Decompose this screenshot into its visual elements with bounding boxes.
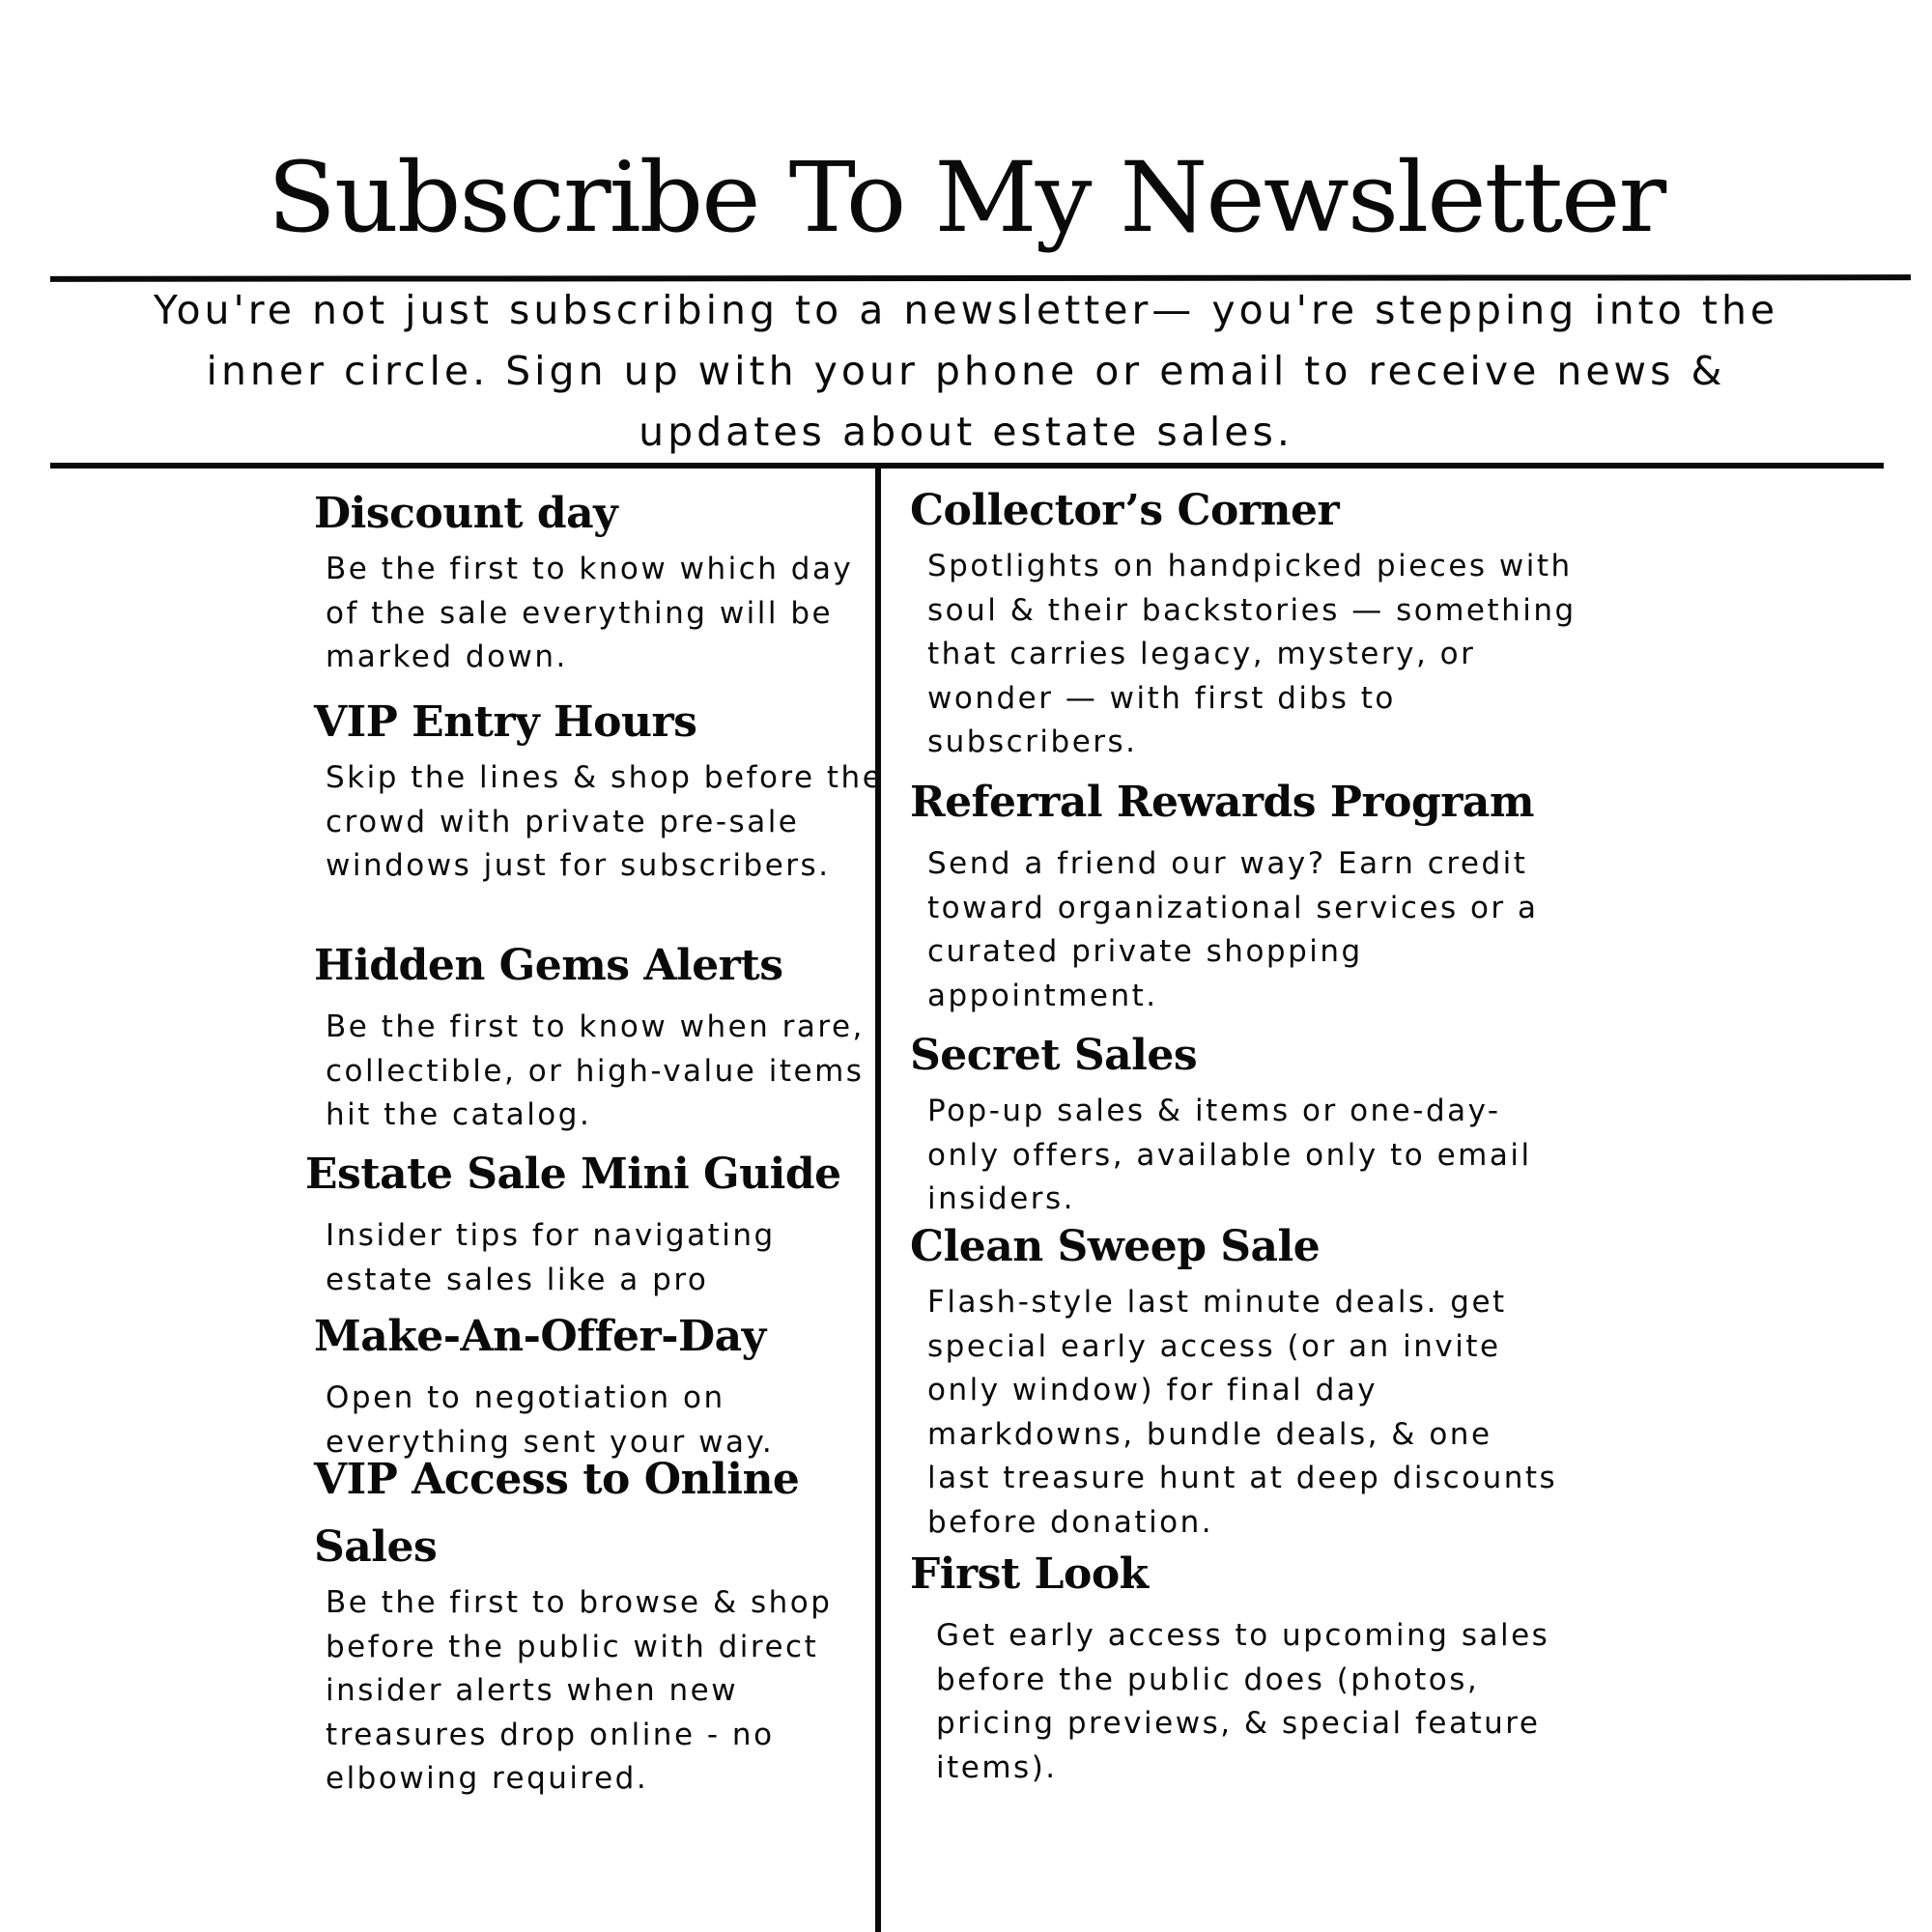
benefit-vip-entry-hours (314, 689, 915, 889)
benefit-description: Flash-style last minute deals. get special early access (or an invite only window) for final day markdowns, bundle deals, & one last treasure hunt at deep discounts before donation. (927, 1285, 1558, 1540)
benefit-heading: Clean Sweep Sale (910, 1222, 1321, 1271)
benefit-vip-access-online-sales (314, 1446, 895, 1802)
benefit-description: Get early access to upcoming sales before the public does (photos, pricing previews, & special feature items). (936, 1618, 1550, 1785)
benefit-description: Be the first to know when rare, collectible, or high-value items hit the catalog. (326, 1009, 865, 1132)
benefit-description: Pop-up sales & items or one-day-only offers, available only to email insiders. (927, 1094, 1532, 1216)
benefit-heading: Hidden Gems Alerts (314, 941, 783, 990)
benefit-description: Skip the lines & shop before the crowd with private pre-sale windows just for subscribers. (326, 760, 884, 883)
benefit-heading: Secret Sales (910, 1031, 1198, 1080)
benefit-estate-sale-mini-guide (305, 1141, 923, 1302)
benefit-description: Be the first to know which day of the sale everything will be marked down. (326, 552, 854, 674)
benefit-first-look (910, 1541, 1644, 1790)
benefit-description: Open to negotiation on everything sent your way. (326, 1380, 775, 1460)
benefit-hidden-gems-alerts (314, 932, 895, 1138)
benefit-description: Send a friend our way? Earn credit toward organizational services or a curated private shopping appointment. (927, 846, 1539, 1013)
benefit-discount-day (314, 480, 895, 680)
intro-text: You're not just subscribing to a newsletter— you're stepping into the inner circle. Sign up with your phone or email to receive news & updates about estate sales. (153, 287, 1779, 455)
benefit-description: Be the first to browse & shop before the public with direct insider alerts when new treasures drop online - no elbowing required. (326, 1585, 833, 1796)
benefit-heading: Discount day (314, 489, 618, 538)
benefit-description: Insider tips for navigating estate sales like a pro (326, 1218, 776, 1297)
benefit-heading: Estate Sale Mini Guide (305, 1150, 841, 1199)
benefit-heading: Collector’s Corner (910, 486, 1340, 535)
benefit-make-an-offer-day (314, 1303, 895, 1464)
benefit-description: Spotlights on handpicked pieces with soul & their backstories — something that carries legacy, mystery, or wonder — with first dibs to subscribers. (927, 549, 1577, 759)
middle-divider (50, 463, 1884, 469)
benefit-collectors-corner (910, 477, 1644, 765)
page-title: Subscribe To My Newsletter (267, 141, 1665, 254)
benefit-heading: VIP Access to Online Sales (314, 1455, 800, 1572)
benefit-heading: Referral Rewards Program (910, 778, 1535, 827)
benefit-heading: Make-An-Offer-Day (314, 1312, 766, 1361)
benefit-secret-sales (910, 1022, 1644, 1222)
benefit-clean-sweep-sale (910, 1213, 1644, 1545)
benefit-referral-rewards (910, 769, 1644, 1018)
benefit-heading: First Look (910, 1549, 1149, 1599)
benefit-heading: VIP Entry Hours (314, 697, 697, 747)
